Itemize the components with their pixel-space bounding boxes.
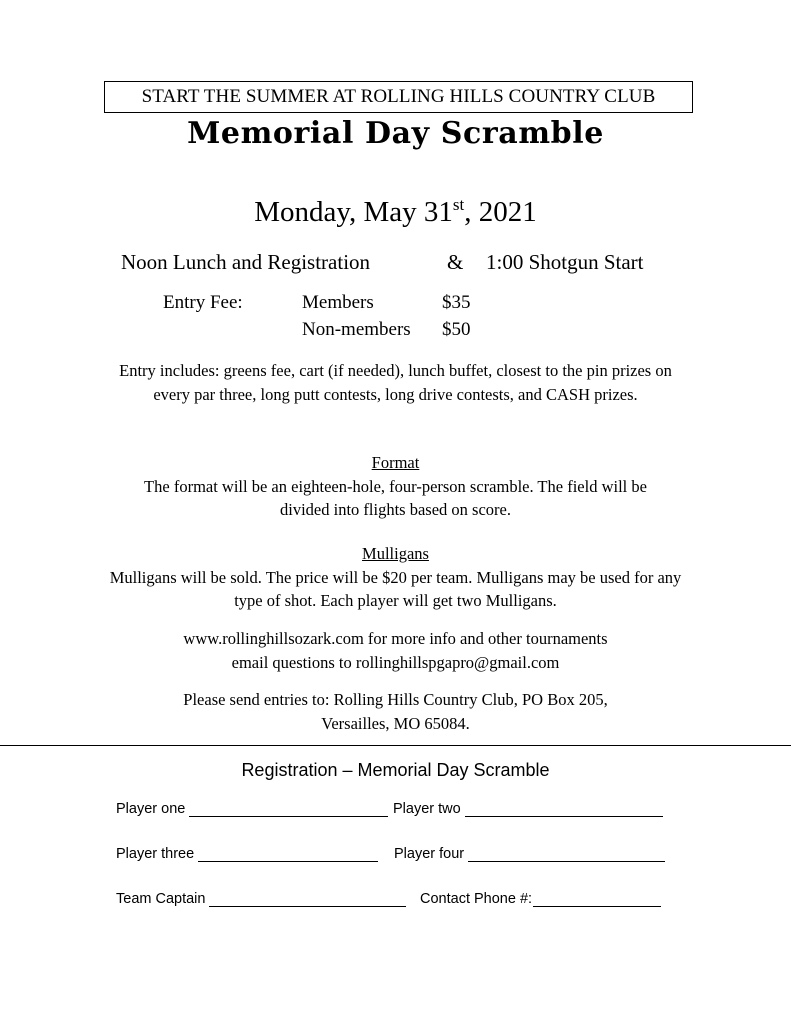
shotgun-start: 1:00 Shotgun Start — [486, 250, 644, 274]
player-one-label: Player one — [116, 801, 186, 817]
player-two-field[interactable] — [393, 801, 663, 817]
player-two-line[interactable] — [465, 802, 663, 817]
contact-phone-field[interactable] — [420, 891, 661, 907]
date-suffix: st — [452, 195, 465, 214]
members-label: Members — [302, 292, 374, 313]
player-four-label: Player four — [394, 846, 465, 862]
player-four-field[interactable] — [394, 846, 665, 862]
player-one-field[interactable] — [116, 801, 388, 817]
format-section — [100, 451, 691, 522]
nonmembers-label: Non-members — [302, 319, 411, 340]
website-link[interactable]: www.rollinghillsozark.com for more info and other tournaments — [183, 629, 608, 648]
team-captain-label: Team Captain — [116, 891, 206, 907]
team-captain-field[interactable] — [116, 891, 406, 907]
mail-line2: Versailles, MO 65084. — [321, 713, 470, 733]
page-title: Memorial Day Scramble — [187, 116, 604, 151]
player-three-field[interactable] — [116, 846, 378, 862]
mulligans-text: Mulligans will be sold. The price will be $20 per team. Mulligans may be used for any type of shot. Each player will get two Mulligans. — [109, 567, 682, 610]
player-four-line[interactable] — [468, 847, 665, 862]
player-two-label: Player two — [393, 801, 461, 817]
format-heading: Format — [371, 453, 420, 472]
contact-phone-label: Contact Phone #: — [420, 891, 533, 907]
lunch-time: Noon Lunch and Registration — [121, 250, 371, 274]
nonmembers-price: $50 — [442, 319, 471, 340]
format-text: The format will be an eighteen-hole, four-person scramble. The field will be divided into flights based on score. — [144, 476, 647, 519]
event-date — [0, 196, 791, 229]
contact-phone-line[interactable] — [533, 892, 661, 907]
entry-fee-label: Entry Fee: — [163, 292, 243, 313]
mulligans-heading: Mulligans — [362, 544, 429, 563]
email-link[interactable]: email questions to rollinghillspgapro@gmail.com — [231, 652, 560, 672]
mulligans-section — [105, 542, 686, 613]
team-captain-line[interactable] — [209, 892, 406, 907]
divider — [0, 745, 791, 746]
player-three-label: Player three — [116, 846, 195, 862]
player-one-line[interactable] — [189, 802, 388, 817]
date-prefix: Monday, May 31 — [254, 196, 453, 228]
info-section — [100, 627, 691, 674]
ampersand: & — [447, 250, 464, 274]
mail-section — [100, 688, 691, 735]
mail-line1: Please send entries to: Rolling Hills Country Club, PO Box 205, — [183, 690, 608, 709]
registration-title: Registration – Memorial Day Scramble — [241, 760, 550, 780]
date-year: , 2021 — [464, 196, 537, 228]
members-price: $35 — [442, 292, 471, 313]
player-three-line[interactable] — [198, 847, 378, 862]
banner: START THE SUMMER AT ROLLING HILLS COUNTRY CLUB — [104, 81, 693, 113]
entry-includes: Entry includes: greens fee, cart (if needed), lunch buffet, closest to the pin prizes on every par three, long putt contests, long drive contests, and CASH prizes. — [119, 361, 672, 404]
